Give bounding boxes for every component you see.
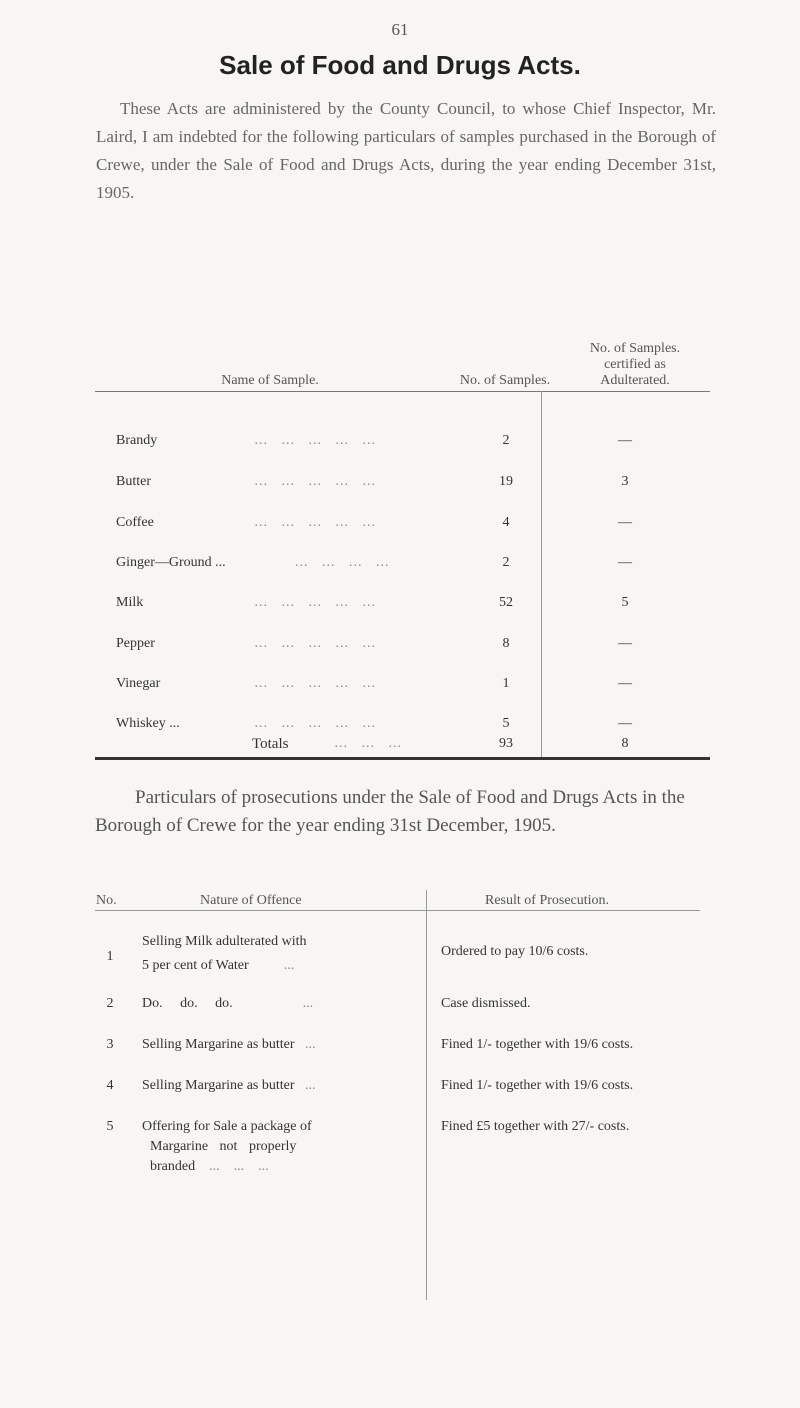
leader-dots: ... ... ... — [330, 736, 402, 751]
prosecution-offence — [142, 1076, 412, 1096]
prosecution-offence — [142, 1117, 412, 1177]
table-row — [0, 515, 800, 539]
sample-name: Whiskey ... — [116, 716, 180, 731]
column-divider — [426, 890, 427, 1300]
table-row — [0, 433, 800, 457]
sample-adulterated: — — [618, 515, 632, 530]
page-title: Sale of Food and Drugs Acts. — [219, 50, 581, 80]
table-row — [0, 595, 800, 619]
leader-dots: ... ... ... ... ... — [250, 474, 376, 489]
leader-dots: ... — [294, 1078, 316, 1093]
leader-dots: ... ... ... ... — [250, 555, 390, 570]
totals-count: 93 — [499, 736, 513, 751]
leader-dots: ... ... ... ... ... — [250, 515, 376, 530]
page-number: 61 — [391, 20, 409, 39]
table-bottom-rule — [95, 757, 710, 760]
header-offence: Nature of Offence — [200, 893, 302, 908]
sample-adulterated: 3 — [621, 474, 629, 489]
leader-dots: ... ... ... ... ... — [250, 716, 376, 731]
offence-line: 5 per cent of Water — [142, 958, 249, 973]
intro-text: These Acts are administered by the County Council, to whose Chief Inspector, Mr. Laird, I am indebted for the following particulars of samples purchased in the Borough of Crewe, under the Sale of Food and Drugs Acts, during the year ending December 31st, 1905. — [96, 99, 716, 202]
sample-count: 2 — [502, 555, 510, 570]
sample-count: 4 — [502, 515, 510, 530]
table-row — [0, 474, 800, 498]
prosecution-result: Fined 1/- together with 19/6 costs. — [441, 1037, 634, 1052]
leader-dots: ... — [294, 1037, 316, 1052]
sample-adulterated: 5 — [621, 595, 629, 610]
sample-name: Milk — [116, 595, 144, 610]
prosecution-no: 1 — [106, 949, 114, 964]
sample-adulterated: — — [618, 716, 632, 731]
header-no: No. — [96, 893, 117, 908]
offence-line-2 — [142, 956, 412, 976]
prosecution-offence — [142, 1035, 412, 1055]
leader-dots: ... ... ... ... ... — [250, 433, 376, 448]
offence-line: Selling Margarine as butter — [142, 1037, 295, 1052]
prosecution-result: Case dismissed. — [441, 996, 531, 1011]
prosecutions-intro-text: Particulars of prosecutions under the Sale of Food and Drugs Acts in the Borough of Crewe for the year ending 31st December, 1905. — [95, 787, 685, 836]
offence-line: Selling Margarine as butter — [142, 1078, 295, 1093]
header-adulterated — [560, 341, 710, 389]
prosecution-offence — [142, 932, 412, 976]
prosecution-no: 2 — [106, 996, 114, 1011]
leader-dots: ... ... ... ... ... — [250, 636, 376, 651]
table-row — [0, 636, 800, 660]
prosecution-result: Ordered to pay 10/6 costs. — [441, 944, 589, 959]
totals-label: Totals — [252, 736, 289, 752]
header-adulterated-line-1: No. of Samples. — [589, 341, 681, 356]
header-no-of-samples: No. of Samples. — [459, 373, 551, 388]
leader-dots: ... — [232, 996, 314, 1011]
sample-count: 1 — [502, 676, 510, 691]
sample-name: Coffee — [116, 515, 154, 530]
sample-count: 8 — [502, 636, 510, 651]
prosecution-no: 5 — [106, 1119, 114, 1134]
sample-adulterated: — — [618, 636, 632, 651]
prosecution-offence — [142, 994, 412, 1014]
prosecution-no: 3 — [106, 1037, 114, 1052]
sample-count: 5 — [502, 716, 510, 731]
offence-line-3 — [142, 1157, 412, 1177]
sample-count: 52 — [499, 595, 513, 610]
sample-name: Pepper — [116, 636, 155, 651]
header-adulterated-line-3: Adulterated. — [600, 373, 670, 388]
leader-dots: ... ... ... — [195, 1159, 269, 1174]
table-top-rule — [95, 391, 710, 392]
table-row — [0, 676, 800, 700]
leader-dots: ... ... ... ... ... — [250, 676, 376, 691]
header-result: Result of Prosecution. — [485, 893, 610, 908]
sample-name: Vinegar — [116, 676, 161, 691]
sample-name: Brandy — [116, 433, 158, 448]
prosecution-no: 4 — [106, 1078, 114, 1093]
sample-adulterated: — — [618, 555, 632, 570]
sample-name: Ginger—Ground ... — [116, 555, 226, 570]
offence-line: Do. do. do. — [142, 996, 233, 1011]
leader-dots: ... — [248, 958, 295, 973]
header-adulterated-line-2: certified as — [604, 357, 666, 372]
header-name-of-sample: Name of Sample. — [221, 373, 319, 388]
sample-name: Butter — [116, 474, 151, 489]
prosecution-result: Fined £5 together with 27/- costs. — [441, 1119, 630, 1134]
leader-dots: ... ... ... ... ... — [250, 595, 376, 610]
table-row — [0, 555, 800, 579]
sample-adulterated: — — [618, 433, 632, 448]
prosecutions-intro — [95, 784, 720, 840]
header-rule — [95, 910, 700, 911]
sample-count: 19 — [499, 474, 513, 489]
offence-line: Offering for Sale a package of — [142, 1119, 312, 1134]
offence-line: Margarine not properly — [150, 1139, 297, 1154]
sample-count: 2 — [502, 433, 510, 448]
offence-line: Selling Milk adulterated with — [142, 934, 307, 949]
offence-line: branded — [150, 1159, 196, 1174]
sample-adulterated: — — [618, 676, 632, 691]
totals-adulterated: 8 — [621, 736, 629, 751]
prosecution-result: Fined 1/- together with 19/6 costs. — [441, 1078, 634, 1093]
